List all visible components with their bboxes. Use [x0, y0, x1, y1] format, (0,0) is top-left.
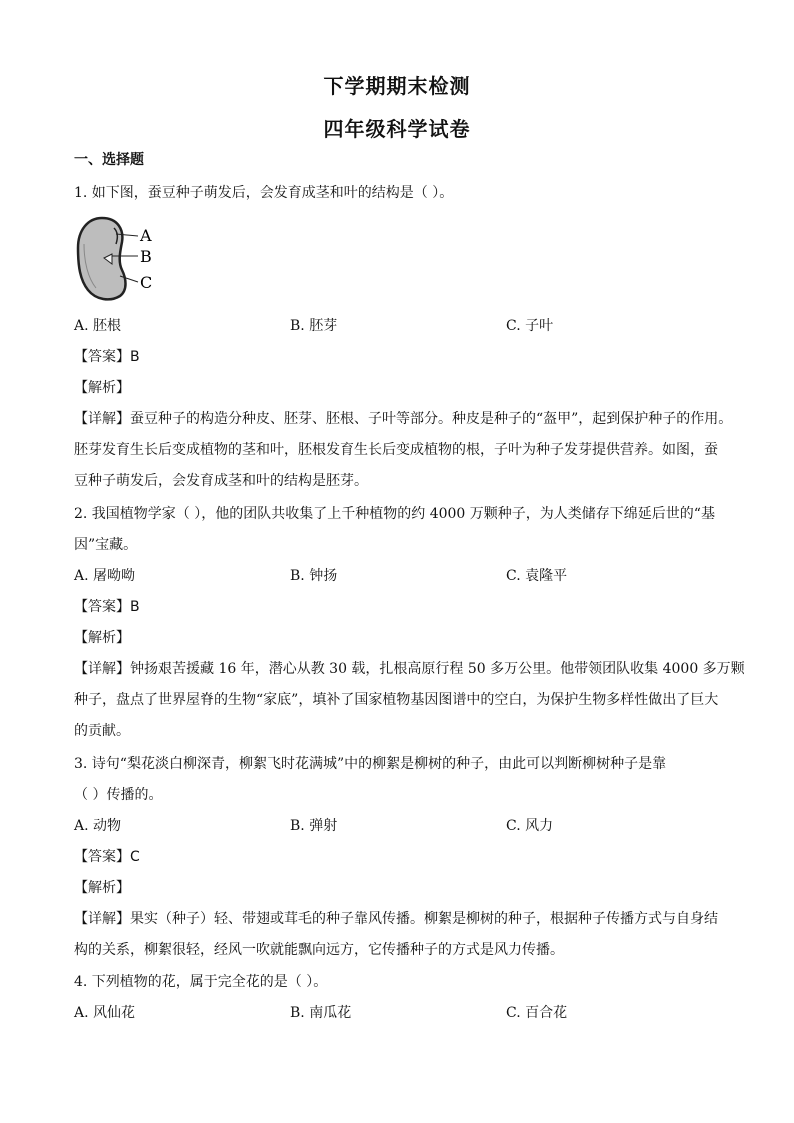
question-1-option-c: C. 子叶	[506, 318, 554, 334]
question-4-option-b: B. 南瓜花	[290, 1005, 352, 1021]
question-3-option-c: C. 风力	[506, 818, 554, 834]
question-1-answer: 【答案】B	[74, 349, 140, 365]
question-4-option-c: C. 百合花	[506, 1005, 568, 1021]
question-2-answer: 【答案】B	[74, 599, 140, 615]
question-1-option-b: B. 胚芽	[290, 318, 338, 334]
question-3-option-a: A. 动物	[74, 818, 122, 834]
question-1-detail-line-3: 豆种子萌发后，会发育成茎和叶的结构是胚芽。	[74, 473, 368, 489]
question-4-option-a: A. 风仙花	[74, 1005, 136, 1021]
question-2-stem-line-2: 因”宝藏。	[74, 537, 138, 553]
question-2-stem-line-1: 2. 我国植物学家（ ），他的团队共收集了上千种植物的约 4000 万颗种子，为人类储存下绵延后世的“基	[74, 506, 715, 522]
question-1-detail-line-1: 【详解】蚕豆种子的构造分种皮、胚芽、胚根、子叶等部分。种皮是种子的“盔甲”，起到保护种子的作用。	[74, 411, 733, 427]
figure-label-a: A	[140, 226, 152, 245]
figure-label-c: C	[140, 273, 153, 292]
question-3-stem-line-2: （ ）传播的。	[74, 787, 163, 803]
question-2-analysis-label: 【解析】	[74, 630, 130, 646]
figure-label-b: B	[140, 247, 152, 266]
exam-title: 下学期期末检测	[323, 74, 471, 98]
section-heading: 一、选择题	[74, 152, 144, 168]
question-3-answer: 【答案】C	[74, 849, 140, 865]
question-2-detail-line-2: 种子，盘点了世界屋脊的生物“家底”，填补了国家植物基因图谱中的空白，为保护生物多样性做出了巨大	[74, 692, 719, 708]
question-2-option-c: C. 袁隆平	[506, 568, 568, 584]
question-2-option-b: B. 钟扬	[290, 568, 338, 584]
question-2-detail-line-1: 【详解】钟扬艰苦援藏 16 年，潜心从教 30 载，扎根高原行程 50 多万公里。他带领团队收集 4000 多万颗	[74, 661, 745, 677]
question-3-stem-line-1: 3. 诗句“梨花淡白柳深青，柳絮飞时花满城”中的柳絮是柳树的种子，由此可以判断柳树种子是靠	[74, 756, 667, 772]
question-3-analysis-label: 【解析】	[74, 880, 130, 896]
question-2-option-a: A. 屠呦呦	[74, 568, 136, 584]
question-2-detail-line-3: 的贡献。	[74, 723, 130, 739]
question-3-option-b: B. 弹射	[290, 818, 338, 834]
question-4-stem: 4. 下列植物的花，属于完全花的是（ ）。	[74, 974, 328, 990]
exam-subtitle: 四年级科学试卷	[323, 117, 471, 141]
question-1-stem: 1. 如下图，蚕豆种子萌发后，会发育成茎和叶的结构是（ ）。	[74, 185, 454, 201]
broad-bean-seed-figure	[74, 214, 164, 304]
question-1-option-a: A. 胚根	[74, 318, 122, 334]
question-1-detail-line-2: 胚芽发育生长后变成植物的茎和叶，胚根发育生长后变成植物的根，子叶为种子发芽提供营养。如图，蚕	[74, 442, 718, 458]
question-3-detail-line-1: 【详解】果实（种子）轻、带翅或茸毛的种子靠风传播。柳絮是柳树的种子，根据种子传播方式与自身结	[74, 911, 718, 927]
question-3-detail-line-2: 构的关系，柳絮很轻，经风一吹就能飘向远方，它传播种子的方式是风力传播。	[74, 942, 564, 958]
question-1-analysis-label: 【解析】	[74, 380, 130, 396]
